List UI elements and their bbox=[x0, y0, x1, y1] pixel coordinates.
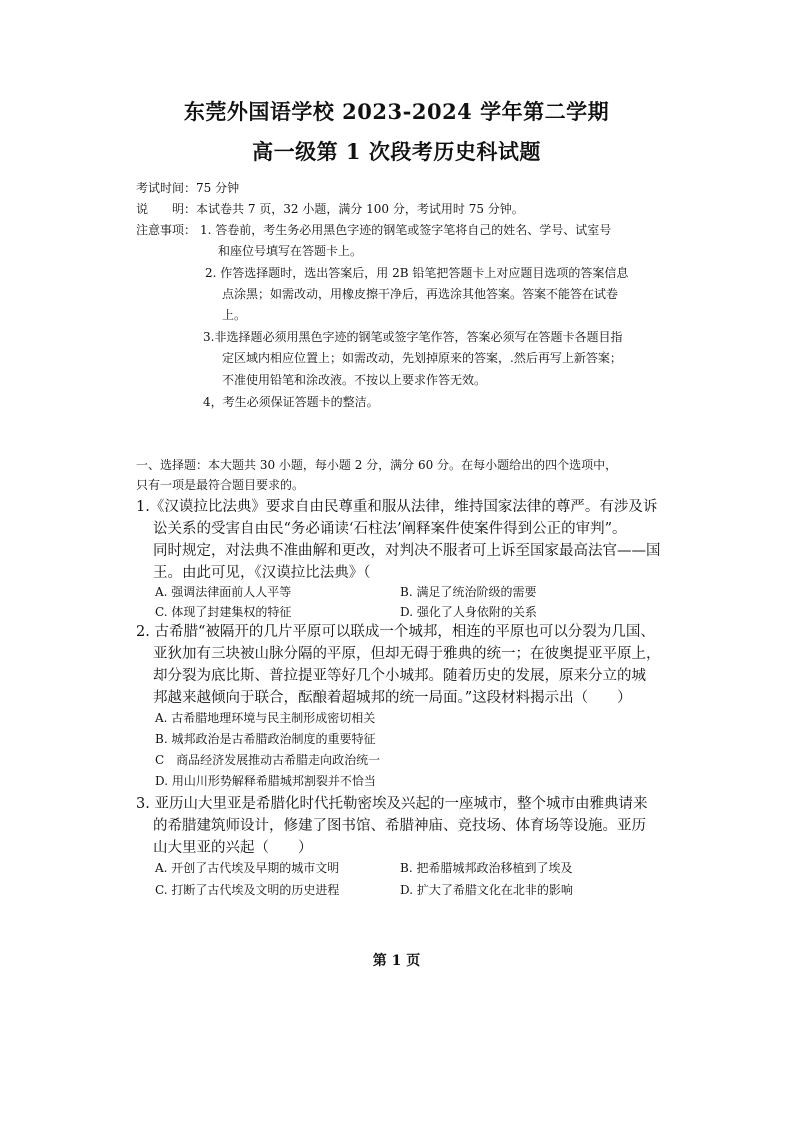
note-line: 1. 答卷前，考生务必用黑色字迹的钢笔或签字笔将自己的姓名、学号、试室号 bbox=[200, 223, 612, 237]
note-line: 3.非选择题必须用黑色字迹的钢笔或签字笔作答，答案必须写在答题卡各题目指 bbox=[203, 330, 623, 344]
question-1-option-b: B. 满足了统治阶级的需要 bbox=[400, 585, 537, 599]
exam-explanation: 说 明：本试卷共 7 页，32 小题，满分 100 分，考试用时 75 分钟。 bbox=[136, 202, 524, 216]
question-1-line: 王。由此可见，《汉谟拉比法典》（ bbox=[153, 565, 371, 581]
question-2-option-a: A. 古希腊地理环境与民主制形成密切相关 bbox=[155, 711, 376, 725]
question-3-option-c: C. 打断了古代埃及文明的历史进程 bbox=[155, 883, 340, 897]
question-2-line: 却分裂为底比斯、普拉提亚等好几个小城邦。随着历史的发展，原来分立的城 bbox=[153, 668, 646, 684]
page-number: 第 1 页 bbox=[372, 953, 421, 969]
note-line: 点涂黑；如需改动，用橡皮擦干净后，再选涂其他答案。答案不能答在试卷 bbox=[222, 287, 619, 301]
question-2-option-c: C 商品经济发展推动古希腊走向政治统一 bbox=[155, 753, 381, 767]
question-1-line: 同时规定，对法典不准曲解和更改，对判决不服者可上诉至国家最高法官——国 bbox=[153, 543, 661, 559]
question-1-option-d: D. 强化了人身依附的关系 bbox=[400, 605, 537, 619]
question-1-line: 讼关系的受害自由民“务必诵读‘石柱法’阐释案件使案件得到公正的审判”。 bbox=[153, 521, 627, 537]
question-3-line: 山大里亚的兴起（ ） bbox=[153, 840, 313, 856]
question-2-option-d: D. 用山川形势解释希腊城邦割裂并不恰当 bbox=[155, 774, 376, 788]
exam-time: 考试时间：75 分钟 bbox=[136, 181, 240, 195]
notes-label: 注意事项： bbox=[136, 223, 197, 237]
question-1-option-a: A. 强调法律面前人人平等 bbox=[155, 585, 292, 599]
question-3-option-b: B. 把希腊城邦政治移植到了埃及 bbox=[400, 861, 573, 875]
note-line: 定区域内相应位置上；如需改动，先划掉原来的答案，.然后再写上新答案； bbox=[222, 351, 622, 365]
question-2-line: 邦越来越倾向于联合，酝酿着超城邦的统一局面。”这段材料揭示出（ ） bbox=[153, 690, 632, 706]
question-2-line: 亚狄加有三块被山脉分隔的平原，但却无碍于雅典的统一；在彼奥提亚平原上， bbox=[153, 646, 661, 662]
section-heading-line2: 只有一项是最符合题目要求的。 bbox=[136, 478, 305, 492]
question-3-option-a: A. 开创了古代埃及早期的城市文明 bbox=[155, 861, 340, 875]
question-3-line: 3. 亚历山大里亚是希腊化时代托勒密埃及兴起的一座城市，整个城市由雅典请来 bbox=[136, 796, 648, 812]
note-line: 4，考生必须保证答题卡的整洁。 bbox=[203, 395, 379, 409]
question-2-option-b: B. 城邦政治是古希腊政治制度的重要特征 bbox=[155, 732, 376, 746]
question-1-option-c: C. 体现了封建集权的特征 bbox=[155, 605, 292, 619]
exam-title-line1: 东莞外国语学校 2023-2024 学年第二学期 bbox=[183, 99, 610, 124]
note-line: 和座位号填写在答题卡上。 bbox=[218, 244, 363, 258]
section-heading-line1: 一、选择题：本大题共 30 小题，每小题 2 分，满分 60 分。在每小题给出的四个选项中， bbox=[136, 458, 618, 472]
note-line: 上。 bbox=[222, 308, 247, 322]
question-1-line: 1.《汉谟拉比法典》要求自由民尊重和服从法律，维持国家法律的尊严。有涉及诉 bbox=[136, 499, 658, 515]
question-2-line: 2. 古希腊“被隔开的几片平原可以联成一个城邦，相连的平原也可以分裂为几国、 bbox=[136, 624, 655, 640]
question-3-line: 的希腊建筑师设计，修建了图书馆、希腊神庙、竞技场、体育场等设施。亚历 bbox=[153, 818, 646, 834]
note-line: 不准使用铅笔和涂改液。不按以上要求作答无效。 bbox=[222, 373, 487, 387]
question-3-option-d: D. 扩大了希腊文化在北非的影响 bbox=[400, 883, 573, 897]
note-line: 2. 作答选择题时，选出答案后，用 2B 铅笔把答题卡上对应题目选项的答案信息 bbox=[205, 266, 629, 280]
exam-title-line2: 高一级第 1 次段考历史科试题 bbox=[252, 139, 541, 164]
